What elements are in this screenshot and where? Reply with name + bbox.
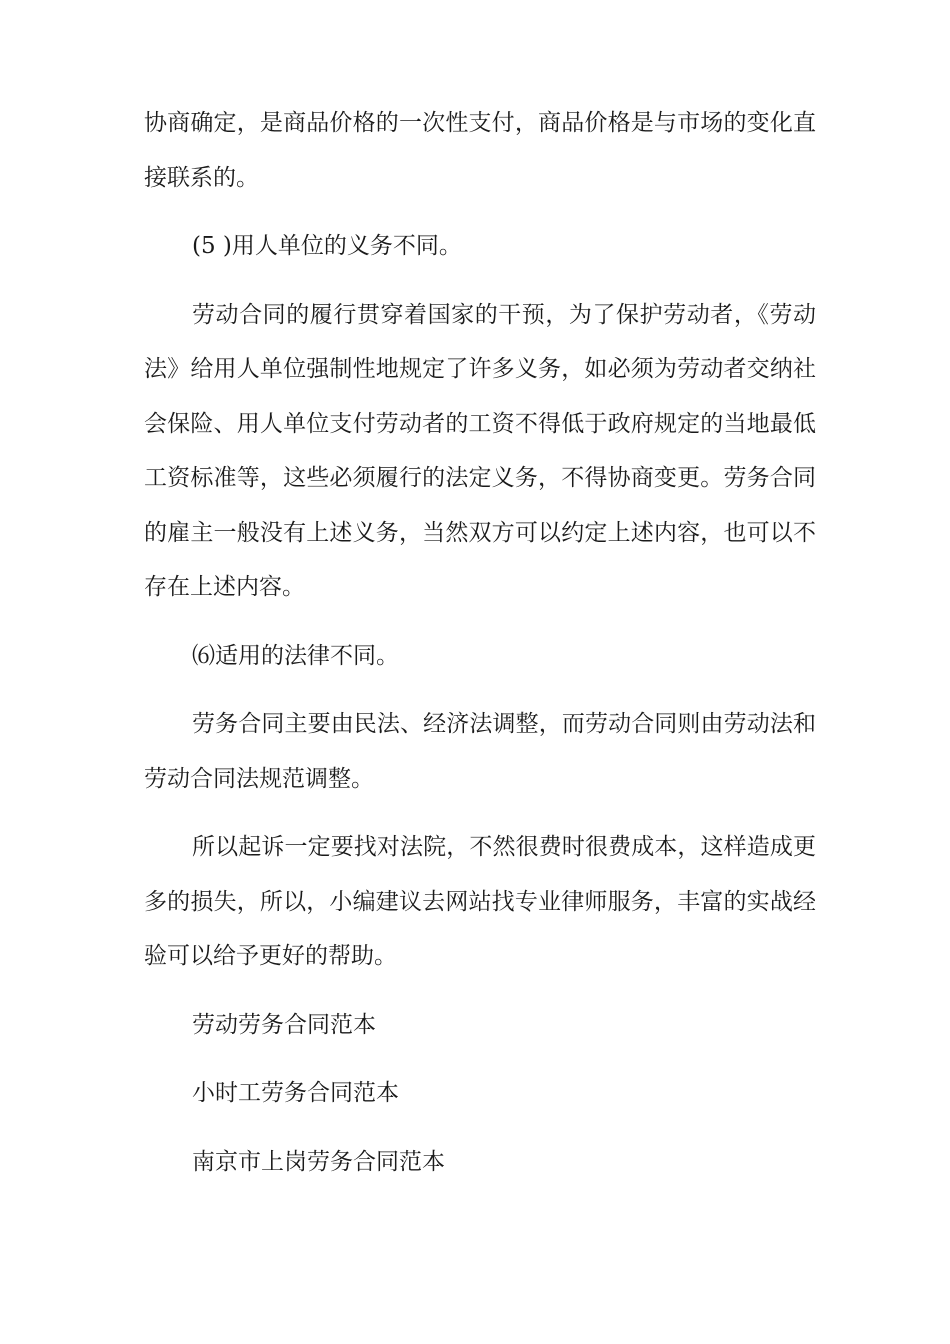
section-heading-6: ⑹适用的法律不同。 bbox=[192, 642, 399, 669]
paragraph-advice: 所以起诉一定要找对法院，不然很费时很费成本，这样造成更多的损失，所以，小编建议去网站找专业律师服务，丰富的实战经验可以给予更好的帮助。 bbox=[144, 834, 816, 969]
document-body bbox=[144, 96, 816, 1189]
related-link-3[interactable]: 南京市上岗劳务合同范本 bbox=[192, 1148, 445, 1175]
paragraph-obligations: 劳动合同的履行贯穿着国家的干预，为了保护劳动者，《劳动法》给用人单位强制性地规定了许多义务，如必须为劳动者交纳社会保险、用人单位支付劳动者的工资不得低于政府规定的当地最低工资标准等，这些必须履行的法定义务，不得协商变更。劳务合同的雇主一般没有上述义务，当然双方可以约定上述内容，也可以不存在上述内容。 bbox=[144, 301, 816, 600]
section-heading-5: (5 )用人单位的义务不同。 bbox=[192, 233, 462, 259]
paragraph-applicable-law: 劳务合同主要由民法、经济法调整，而劳动合同则由劳动法和劳动合同法规范调整。 bbox=[144, 711, 816, 792]
related-link-1[interactable]: 劳动劳务合同范本 bbox=[192, 1011, 376, 1038]
related-link-2[interactable]: 小时工劳务合同范本 bbox=[192, 1080, 399, 1106]
paragraph-continuation: 协商确定，是商品价格的一次性支付，商品价格是与市场的变化直接联系的。 bbox=[144, 110, 816, 191]
